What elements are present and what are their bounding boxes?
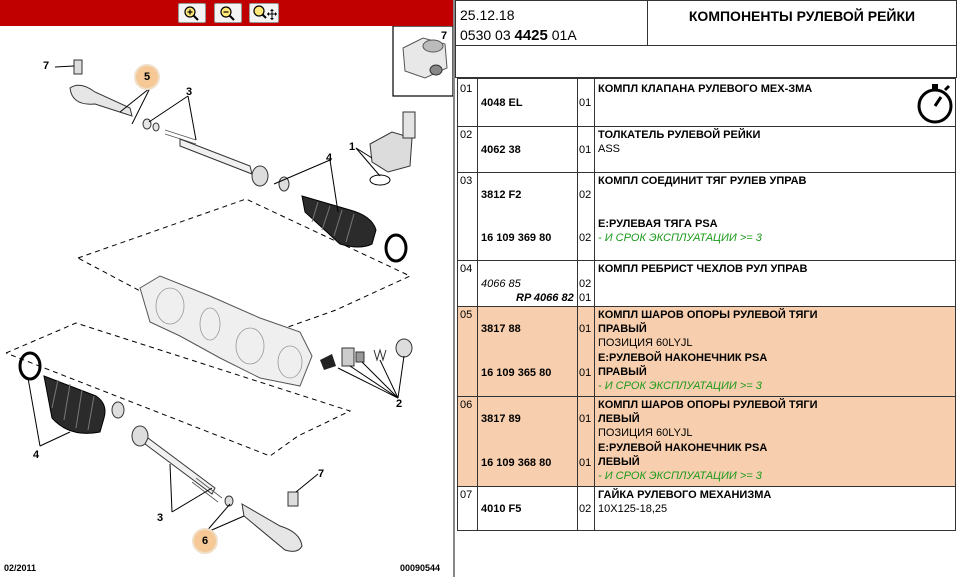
- table-cell: ПОЗИЦИЯ 60LYJL: [598, 427, 693, 439]
- table-cell: КОМПЛ РЕБРИСТ ЧЕХЛОВ РУЛ УПРАВ: [598, 263, 808, 275]
- header-code: 0530 03 4425 01A: [460, 27, 577, 44]
- diagram-panel: [0, 0, 455, 577]
- table-cell: 02: [579, 232, 592, 244]
- table-cell: RP 4066 82: [516, 292, 574, 304]
- table-cell: 02: [460, 129, 473, 141]
- callout-3-bottom: 3: [157, 512, 164, 524]
- table-row[interactable]: [457, 487, 956, 531]
- table-cell: 4062 38: [481, 144, 521, 156]
- steering-rack-drawing: [0, 26, 455, 577]
- zoom-move-icon: [250, 4, 278, 22]
- table-cell: 01: [579, 323, 592, 335]
- footer-code: 00090544: [400, 563, 441, 573]
- stopwatch-icon[interactable]: [913, 81, 957, 125]
- zoom-toolbar: [0, 0, 455, 26]
- header-spacer: [455, 46, 957, 78]
- inset-number: 7: [441, 30, 448, 42]
- table-cell: ASS: [598, 143, 621, 155]
- table-cell: ЛЕВЫЙ: [598, 413, 640, 425]
- header-box: [455, 0, 957, 46]
- table-cell: Е:РУЛЕВОЙ НАКОНЕЧНИК PSA: [598, 352, 768, 364]
- callout-6-highlight[interactable]: 6: [192, 528, 218, 554]
- table-cell: 01: [460, 83, 473, 95]
- table-cell: 3817 89: [481, 413, 521, 425]
- table-cell: 05: [460, 309, 473, 321]
- table-cell: - И СРОК ЭКСПЛУАТАЦИИ >= 3: [598, 232, 762, 244]
- zoom-out-button[interactable]: [214, 3, 242, 23]
- table-row[interactable]: [457, 261, 956, 307]
- callout-5-highlight[interactable]: 5: [134, 64, 160, 90]
- table-cell: 01: [579, 97, 592, 109]
- table-cell: 4048 EL: [481, 97, 523, 109]
- table-cell: ПРАВЫЙ: [598, 366, 647, 378]
- table-cell: 16 109 368 80: [481, 457, 552, 469]
- parts-list-panel: [455, 0, 957, 577]
- footer-date: 02/2011: [4, 563, 37, 573]
- callout-1: 1: [349, 141, 356, 153]
- callout-2: 2: [396, 398, 403, 410]
- table-cell: 03: [460, 175, 473, 187]
- callout-3-top: 3: [186, 86, 193, 98]
- table-row[interactable]: [457, 127, 956, 173]
- table-cell: 06: [460, 399, 473, 411]
- table-cell: ЛЕВЫЙ: [598, 456, 640, 468]
- table-cell: КОМПЛ КЛАПАНА РУЛЕВОГО МЕХ-ЗМА: [598, 83, 813, 95]
- table-cell: 3812 F2: [481, 189, 522, 201]
- table-cell: 16 109 369 80: [481, 232, 552, 244]
- table-row-highlighted[interactable]: [457, 307, 956, 397]
- table-cell: 02: [579, 278, 592, 290]
- table-row[interactable]: [457, 173, 956, 261]
- table-cell: 4066 85: [481, 278, 521, 290]
- zoom-in-icon: [179, 4, 205, 22]
- callout-4-top: 4: [326, 152, 333, 164]
- table-cell: 01: [579, 144, 592, 156]
- table-cell: КОМПЛ ШАРОВ ОПОРЫ РУЛЕВОЙ ТЯГИ: [598, 399, 818, 411]
- page-title: КОМПОНЕНТЫ РУЛЕВОЙ РЕЙКИ: [688, 8, 916, 24]
- table-cell: КОМПЛ СОЕДИНИТ ТЯГ РУЛЕВ УПРАВ: [598, 175, 807, 187]
- callout-4-bottom: 4: [33, 449, 40, 461]
- table-cell: Е:РУЛЕВОЙ НАКОНЕЧНИК PSA: [598, 442, 768, 454]
- zoom-move-button[interactable]: [249, 3, 279, 23]
- table-cell: 07: [460, 489, 473, 501]
- table-cell: - И СРОК ЭКСПЛУАТАЦИИ >= 3: [598, 470, 762, 482]
- table-cell: 3817 88: [481, 323, 521, 335]
- table-row-highlighted[interactable]: [457, 397, 956, 487]
- table-cell: 01: [579, 367, 592, 379]
- table-cell: 01: [579, 413, 592, 425]
- callout-7-top: 7: [43, 60, 50, 72]
- table-cell: Е:РУЛЕВАЯ ТЯГА PSA: [598, 218, 718, 230]
- table-cell: 02: [579, 189, 592, 201]
- table-cell: ПРАВЫЙ: [598, 323, 647, 335]
- table-row[interactable]: [457, 78, 956, 127]
- table-cell: 01: [579, 292, 592, 304]
- table-cell: 16 109 365 80: [481, 367, 552, 379]
- table-cell: 02: [579, 503, 592, 515]
- table-cell: 04: [460, 263, 473, 275]
- header-date: 25.12.18: [460, 7, 515, 23]
- zoom-out-icon: [215, 4, 241, 22]
- zoom-in-button[interactable]: [178, 3, 206, 23]
- table-cell: ГАЙКА РУЛЕВОГО МЕХАНИЗМА: [598, 489, 772, 501]
- table-cell: ПОЗИЦИЯ 60LYJL: [598, 337, 693, 349]
- table-cell: 10X125-18,25: [598, 503, 668, 515]
- table-cell: 01: [579, 457, 592, 469]
- table-cell: ТОЛКАТЕЛЬ РУЛЕВОЙ РЕЙКИ: [598, 129, 761, 141]
- table-cell: КОМПЛ ШАРОВ ОПОРЫ РУЛЕВОЙ ТЯГИ: [598, 309, 818, 321]
- callout-7-bottom: 7: [318, 468, 325, 480]
- exploded-view-diagram: [0, 26, 455, 577]
- table-cell: 4010 F5: [481, 503, 522, 515]
- table-cell: - И СРОК ЭКСПЛУАТАЦИИ >= 3: [598, 380, 762, 392]
